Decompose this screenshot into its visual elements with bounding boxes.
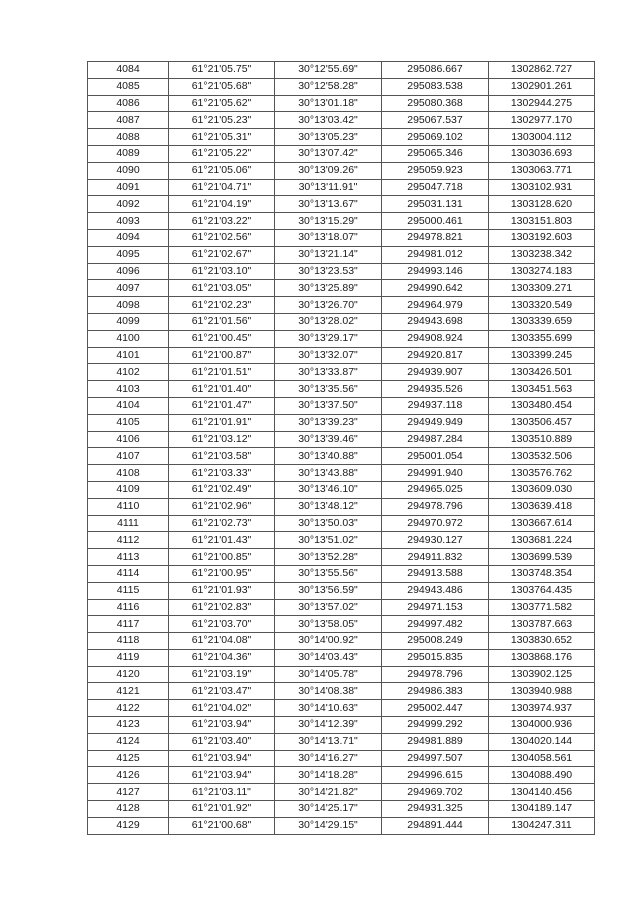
longitude-cell: 30°14'12.39": [275, 717, 382, 734]
latitude-cell: 61°21'02.49": [169, 481, 275, 498]
table-row: [88, 297, 595, 314]
longitude-cell: 30°12'55.69": [275, 62, 382, 79]
longitude-cell: 30°13'46.10": [275, 481, 382, 498]
latitude-cell: 61°21'04.08": [169, 633, 275, 650]
point-number-cell: 4097: [88, 280, 169, 297]
longitude-cell: 30°13'32.07": [275, 347, 382, 364]
point-number-cell: 4103: [88, 381, 169, 398]
table-row: [88, 196, 595, 213]
x-coordinate-cell: 294931.325: [382, 801, 489, 818]
latitude-cell: 61°21'03.70": [169, 616, 275, 633]
x-coordinate-cell: 295067.537: [382, 112, 489, 129]
table-row: [88, 246, 595, 263]
x-coordinate-cell: 295047.718: [382, 179, 489, 196]
y-coordinate-cell: 1303667.614: [489, 515, 595, 532]
y-coordinate-cell: 1302977.170: [489, 112, 595, 129]
y-coordinate-cell: 1304000.936: [489, 717, 595, 734]
table-row: [88, 633, 595, 650]
y-coordinate-cell: 1303902.125: [489, 666, 595, 683]
x-coordinate-cell: 294970.972: [382, 515, 489, 532]
point-number-cell: 4117: [88, 616, 169, 633]
y-coordinate-cell: 1303480.454: [489, 397, 595, 414]
longitude-cell: 30°13'29.17": [275, 330, 382, 347]
x-coordinate-cell: 295002.447: [382, 700, 489, 717]
x-coordinate-cell: 295000.461: [382, 213, 489, 230]
x-coordinate-cell: 294971.153: [382, 599, 489, 616]
y-coordinate-cell: 1303771.582: [489, 599, 595, 616]
latitude-cell: 61°21'05.22": [169, 145, 275, 162]
point-number-cell: 4087: [88, 112, 169, 129]
x-coordinate-cell: 294997.507: [382, 750, 489, 767]
latitude-cell: 61°21'03.47": [169, 683, 275, 700]
latitude-cell: 61°21'01.93": [169, 582, 275, 599]
y-coordinate-cell: 1303063.771: [489, 162, 595, 179]
x-coordinate-cell: 294939.907: [382, 364, 489, 381]
y-coordinate-cell: 1304140.456: [489, 784, 595, 801]
table-row: [88, 565, 595, 582]
point-number-cell: 4114: [88, 565, 169, 582]
latitude-cell: 61°21'04.71": [169, 179, 275, 196]
longitude-cell: 30°13'52.28": [275, 549, 382, 566]
x-coordinate-cell: 294908.924: [382, 330, 489, 347]
table-row: [88, 481, 595, 498]
table-row: [88, 733, 595, 750]
y-coordinate-cell: 1303309.271: [489, 280, 595, 297]
point-number-cell: 4092: [88, 196, 169, 213]
latitude-cell: 61°21'02.56": [169, 229, 275, 246]
table-row: [88, 280, 595, 297]
table-row: [88, 750, 595, 767]
longitude-cell: 30°14'00.92": [275, 633, 382, 650]
y-coordinate-cell: 1302862.727: [489, 62, 595, 79]
x-coordinate-cell: 294993.146: [382, 263, 489, 280]
longitude-cell: 30°13'11.91": [275, 179, 382, 196]
coordinates-table-body: [88, 62, 595, 835]
y-coordinate-cell: 1303506.457: [489, 414, 595, 431]
latitude-cell: 61°21'03.94": [169, 750, 275, 767]
point-number-cell: 4106: [88, 431, 169, 448]
x-coordinate-cell: 294997.482: [382, 616, 489, 633]
table-row: [88, 397, 595, 414]
longitude-cell: 30°13'57.02": [275, 599, 382, 616]
latitude-cell: 61°21'03.22": [169, 213, 275, 230]
y-coordinate-cell: 1303128.620: [489, 196, 595, 213]
longitude-cell: 30°13'01.18": [275, 95, 382, 112]
y-coordinate-cell: 1304058.561: [489, 750, 595, 767]
longitude-cell: 30°13'09.26": [275, 162, 382, 179]
point-number-cell: 4099: [88, 313, 169, 330]
point-number-cell: 4100: [88, 330, 169, 347]
x-coordinate-cell: 294969.702: [382, 784, 489, 801]
table-row: [88, 784, 595, 801]
latitude-cell: 61°21'00.85": [169, 549, 275, 566]
x-coordinate-cell: 294911.832: [382, 549, 489, 566]
longitude-cell: 30°13'03.42": [275, 112, 382, 129]
latitude-cell: 61°21'03.58": [169, 448, 275, 465]
table-row: [88, 498, 595, 515]
table-row: [88, 817, 595, 834]
longitude-cell: 30°13'28.02": [275, 313, 382, 330]
table-row: [88, 347, 595, 364]
x-coordinate-cell: 294943.486: [382, 582, 489, 599]
point-number-cell: 4094: [88, 229, 169, 246]
longitude-cell: 30°14'16.27": [275, 750, 382, 767]
x-coordinate-cell: 295008.249: [382, 633, 489, 650]
table-row: [88, 700, 595, 717]
x-coordinate-cell: 294978.796: [382, 498, 489, 515]
x-coordinate-cell: 295059.923: [382, 162, 489, 179]
longitude-cell: 30°12'58.28": [275, 78, 382, 95]
y-coordinate-cell: 1304088.490: [489, 767, 595, 784]
longitude-cell: 30°13'18.07": [275, 229, 382, 246]
table-row: [88, 465, 595, 482]
point-number-cell: 4122: [88, 700, 169, 717]
point-number-cell: 4086: [88, 95, 169, 112]
y-coordinate-cell: 1304020.144: [489, 733, 595, 750]
y-coordinate-cell: 1303787.663: [489, 616, 595, 633]
x-coordinate-cell: 295086.667: [382, 62, 489, 79]
longitude-cell: 30°13'35.56": [275, 381, 382, 398]
point-number-cell: 4084: [88, 62, 169, 79]
table-row: [88, 666, 595, 683]
point-number-cell: 4096: [88, 263, 169, 280]
longitude-cell: 30°13'15.29": [275, 213, 382, 230]
longitude-cell: 30°14'13.71": [275, 733, 382, 750]
latitude-cell: 61°21'01.40": [169, 381, 275, 398]
y-coordinate-cell: 1303940.988: [489, 683, 595, 700]
x-coordinate-cell: 294990.642: [382, 280, 489, 297]
x-coordinate-cell: 295083.538: [382, 78, 489, 95]
coordinates-table: [87, 61, 595, 835]
longitude-cell: 30°14'29.15": [275, 817, 382, 834]
point-number-cell: 4101: [88, 347, 169, 364]
table-row: [88, 532, 595, 549]
y-coordinate-cell: 1303748.354: [489, 565, 595, 582]
latitude-cell: 61°21'00.87": [169, 347, 275, 364]
point-number-cell: 4089: [88, 145, 169, 162]
table-row: [88, 448, 595, 465]
point-number-cell: 4102: [88, 364, 169, 381]
y-coordinate-cell: 1303974.937: [489, 700, 595, 717]
table-row: [88, 129, 595, 146]
latitude-cell: 61°21'04.19": [169, 196, 275, 213]
y-coordinate-cell: 1302901.261: [489, 78, 595, 95]
latitude-cell: 61°21'02.96": [169, 498, 275, 515]
y-coordinate-cell: 1304189.147: [489, 801, 595, 818]
longitude-cell: 30°13'39.46": [275, 431, 382, 448]
x-coordinate-cell: 294987.284: [382, 431, 489, 448]
latitude-cell: 61°21'04.02": [169, 700, 275, 717]
y-coordinate-cell: 1303681.224: [489, 532, 595, 549]
longitude-cell: 30°14'03.43": [275, 649, 382, 666]
longitude-cell: 30°13'50.03": [275, 515, 382, 532]
x-coordinate-cell: 294999.292: [382, 717, 489, 734]
y-coordinate-cell: 1303532.506: [489, 448, 595, 465]
latitude-cell: 61°21'05.31": [169, 129, 275, 146]
x-coordinate-cell: 294920.817: [382, 347, 489, 364]
longitude-cell: 30°13'26.70": [275, 297, 382, 314]
point-number-cell: 4108: [88, 465, 169, 482]
point-number-cell: 4127: [88, 784, 169, 801]
latitude-cell: 61°21'03.05": [169, 280, 275, 297]
y-coordinate-cell: 1303320.549: [489, 297, 595, 314]
y-coordinate-cell: 1303639.418: [489, 498, 595, 515]
table-row: [88, 549, 595, 566]
x-coordinate-cell: 294965.025: [382, 481, 489, 498]
point-number-cell: 4124: [88, 733, 169, 750]
y-coordinate-cell: 1303576.762: [489, 465, 595, 482]
longitude-cell: 30°13'25.89": [275, 280, 382, 297]
table-row: [88, 431, 595, 448]
longitude-cell: 30°14'10.63": [275, 700, 382, 717]
x-coordinate-cell: 294913.588: [382, 565, 489, 582]
x-coordinate-cell: 295080.368: [382, 95, 489, 112]
table-row: [88, 801, 595, 818]
longitude-cell: 30°13'48.12": [275, 498, 382, 515]
latitude-cell: 61°21'03.33": [169, 465, 275, 482]
point-number-cell: 4120: [88, 666, 169, 683]
table-row: [88, 263, 595, 280]
y-coordinate-cell: 1303274.183: [489, 263, 595, 280]
point-number-cell: 4098: [88, 297, 169, 314]
latitude-cell: 61°21'00.68": [169, 817, 275, 834]
latitude-cell: 61°21'05.06": [169, 162, 275, 179]
latitude-cell: 61°21'05.75": [169, 62, 275, 79]
y-coordinate-cell: 1303451.563: [489, 381, 595, 398]
longitude-cell: 30°13'13.67": [275, 196, 382, 213]
table-row: [88, 414, 595, 431]
longitude-cell: 30°14'25.17": [275, 801, 382, 818]
table-row: [88, 649, 595, 666]
y-coordinate-cell: 1303151.803: [489, 213, 595, 230]
table-row: [88, 381, 595, 398]
point-number-cell: 4105: [88, 414, 169, 431]
longitude-cell: 30°13'43.88": [275, 465, 382, 482]
table-row: [88, 112, 595, 129]
y-coordinate-cell: 1303868.176: [489, 649, 595, 666]
point-number-cell: 4104: [88, 397, 169, 414]
y-coordinate-cell: 1303102.931: [489, 179, 595, 196]
longitude-cell: 30°13'37.50": [275, 397, 382, 414]
y-coordinate-cell: 1303238.342: [489, 246, 595, 263]
table-row: [88, 364, 595, 381]
longitude-cell: 30°13'55.56": [275, 565, 382, 582]
latitude-cell: 61°21'03.94": [169, 767, 275, 784]
point-number-cell: 4111: [88, 515, 169, 532]
y-coordinate-cell: 1303004.112: [489, 129, 595, 146]
latitude-cell: 61°21'05.68": [169, 78, 275, 95]
point-number-cell: 4110: [88, 498, 169, 515]
y-coordinate-cell: 1303830.652: [489, 633, 595, 650]
x-coordinate-cell: 295065.346: [382, 145, 489, 162]
x-coordinate-cell: 294935.526: [382, 381, 489, 398]
longitude-cell: 30°14'21.82": [275, 784, 382, 801]
x-coordinate-cell: 294996.615: [382, 767, 489, 784]
y-coordinate-cell: 1303699.539: [489, 549, 595, 566]
longitude-cell: 30°14'18.28": [275, 767, 382, 784]
latitude-cell: 61°21'03.11": [169, 784, 275, 801]
latitude-cell: 61°21'03.10": [169, 263, 275, 280]
x-coordinate-cell: 294986.383: [382, 683, 489, 700]
table-row: [88, 313, 595, 330]
longitude-cell: 30°13'56.59": [275, 582, 382, 599]
y-coordinate-cell: 1303609.030: [489, 481, 595, 498]
point-number-cell: 4109: [88, 481, 169, 498]
latitude-cell: 61°21'03.94": [169, 717, 275, 734]
x-coordinate-cell: 295031.131: [382, 196, 489, 213]
point-number-cell: 4107: [88, 448, 169, 465]
latitude-cell: 61°21'00.95": [169, 565, 275, 582]
point-number-cell: 4091: [88, 179, 169, 196]
point-number-cell: 4123: [88, 717, 169, 734]
point-number-cell: 4126: [88, 767, 169, 784]
x-coordinate-cell: 295069.102: [382, 129, 489, 146]
longitude-cell: 30°13'23.53": [275, 263, 382, 280]
y-coordinate-cell: 1303339.659: [489, 313, 595, 330]
point-number-cell: 4113: [88, 549, 169, 566]
point-number-cell: 4095: [88, 246, 169, 263]
table-row: [88, 229, 595, 246]
longitude-cell: 30°13'21.14": [275, 246, 382, 263]
y-coordinate-cell: 1303510.889: [489, 431, 595, 448]
longitude-cell: 30°13'39.23": [275, 414, 382, 431]
latitude-cell: 61°21'05.23": [169, 112, 275, 129]
point-number-cell: 4088: [88, 129, 169, 146]
latitude-cell: 61°21'03.12": [169, 431, 275, 448]
table-row: [88, 330, 595, 347]
x-coordinate-cell: 294964.979: [382, 297, 489, 314]
latitude-cell: 61°21'02.67": [169, 246, 275, 263]
x-coordinate-cell: 294949.949: [382, 414, 489, 431]
y-coordinate-cell: 1303192.603: [489, 229, 595, 246]
latitude-cell: 61°21'00.45": [169, 330, 275, 347]
table-row: [88, 599, 595, 616]
table-row: [88, 616, 595, 633]
longitude-cell: 30°14'05.78": [275, 666, 382, 683]
y-coordinate-cell: 1303036.693: [489, 145, 595, 162]
latitude-cell: 61°21'02.23": [169, 297, 275, 314]
latitude-cell: 61°21'05.62": [169, 95, 275, 112]
x-coordinate-cell: 294978.796: [382, 666, 489, 683]
latitude-cell: 61°21'01.56": [169, 313, 275, 330]
y-coordinate-cell: 1303426.501: [489, 364, 595, 381]
x-coordinate-cell: 294930.127: [382, 532, 489, 549]
point-number-cell: 4116: [88, 599, 169, 616]
latitude-cell: 61°21'03.40": [169, 733, 275, 750]
point-number-cell: 4125: [88, 750, 169, 767]
point-number-cell: 4090: [88, 162, 169, 179]
table-row: [88, 683, 595, 700]
longitude-cell: 30°13'40.88": [275, 448, 382, 465]
point-number-cell: 4085: [88, 78, 169, 95]
longitude-cell: 30°13'05.23": [275, 129, 382, 146]
latitude-cell: 61°21'03.19": [169, 666, 275, 683]
longitude-cell: 30°13'33.87": [275, 364, 382, 381]
x-coordinate-cell: 294937.118: [382, 397, 489, 414]
y-coordinate-cell: 1303764.435: [489, 582, 595, 599]
latitude-cell: 61°21'01.43": [169, 532, 275, 549]
table-row: [88, 145, 595, 162]
x-coordinate-cell: 294978.821: [382, 229, 489, 246]
x-coordinate-cell: 295001.054: [382, 448, 489, 465]
table-row: [88, 767, 595, 784]
point-number-cell: 4093: [88, 213, 169, 230]
point-number-cell: 4115: [88, 582, 169, 599]
table-row: [88, 515, 595, 532]
latitude-cell: 61°21'01.51": [169, 364, 275, 381]
x-coordinate-cell: 294891.444: [382, 817, 489, 834]
table-row: [88, 179, 595, 196]
latitude-cell: 61°21'04.36": [169, 649, 275, 666]
point-number-cell: 4112: [88, 532, 169, 549]
point-number-cell: 4128: [88, 801, 169, 818]
table-row: [88, 78, 595, 95]
longitude-cell: 30°13'58.05": [275, 616, 382, 633]
point-number-cell: 4118: [88, 633, 169, 650]
latitude-cell: 61°21'02.83": [169, 599, 275, 616]
x-coordinate-cell: 294981.889: [382, 733, 489, 750]
table-row: [88, 162, 595, 179]
y-coordinate-cell: 1303355.699: [489, 330, 595, 347]
y-coordinate-cell: 1302944.275: [489, 95, 595, 112]
latitude-cell: 61°21'02.73": [169, 515, 275, 532]
table-row: [88, 582, 595, 599]
x-coordinate-cell: 295015.835: [382, 649, 489, 666]
y-coordinate-cell: 1303399.245: [489, 347, 595, 364]
latitude-cell: 61°21'01.91": [169, 414, 275, 431]
table-row: [88, 62, 595, 79]
longitude-cell: 30°13'51.02": [275, 532, 382, 549]
table-row: [88, 213, 595, 230]
table-row: [88, 717, 595, 734]
point-number-cell: 4121: [88, 683, 169, 700]
point-number-cell: 4129: [88, 817, 169, 834]
latitude-cell: 61°21'01.92": [169, 801, 275, 818]
point-number-cell: 4119: [88, 649, 169, 666]
table-row: [88, 95, 595, 112]
y-coordinate-cell: 1304247.311: [489, 817, 595, 834]
x-coordinate-cell: 294943.698: [382, 313, 489, 330]
x-coordinate-cell: 294991.940: [382, 465, 489, 482]
x-coordinate-cell: 294981.012: [382, 246, 489, 263]
longitude-cell: 30°13'07.42": [275, 145, 382, 162]
longitude-cell: 30°14'08.38": [275, 683, 382, 700]
latitude-cell: 61°21'01.47": [169, 397, 275, 414]
